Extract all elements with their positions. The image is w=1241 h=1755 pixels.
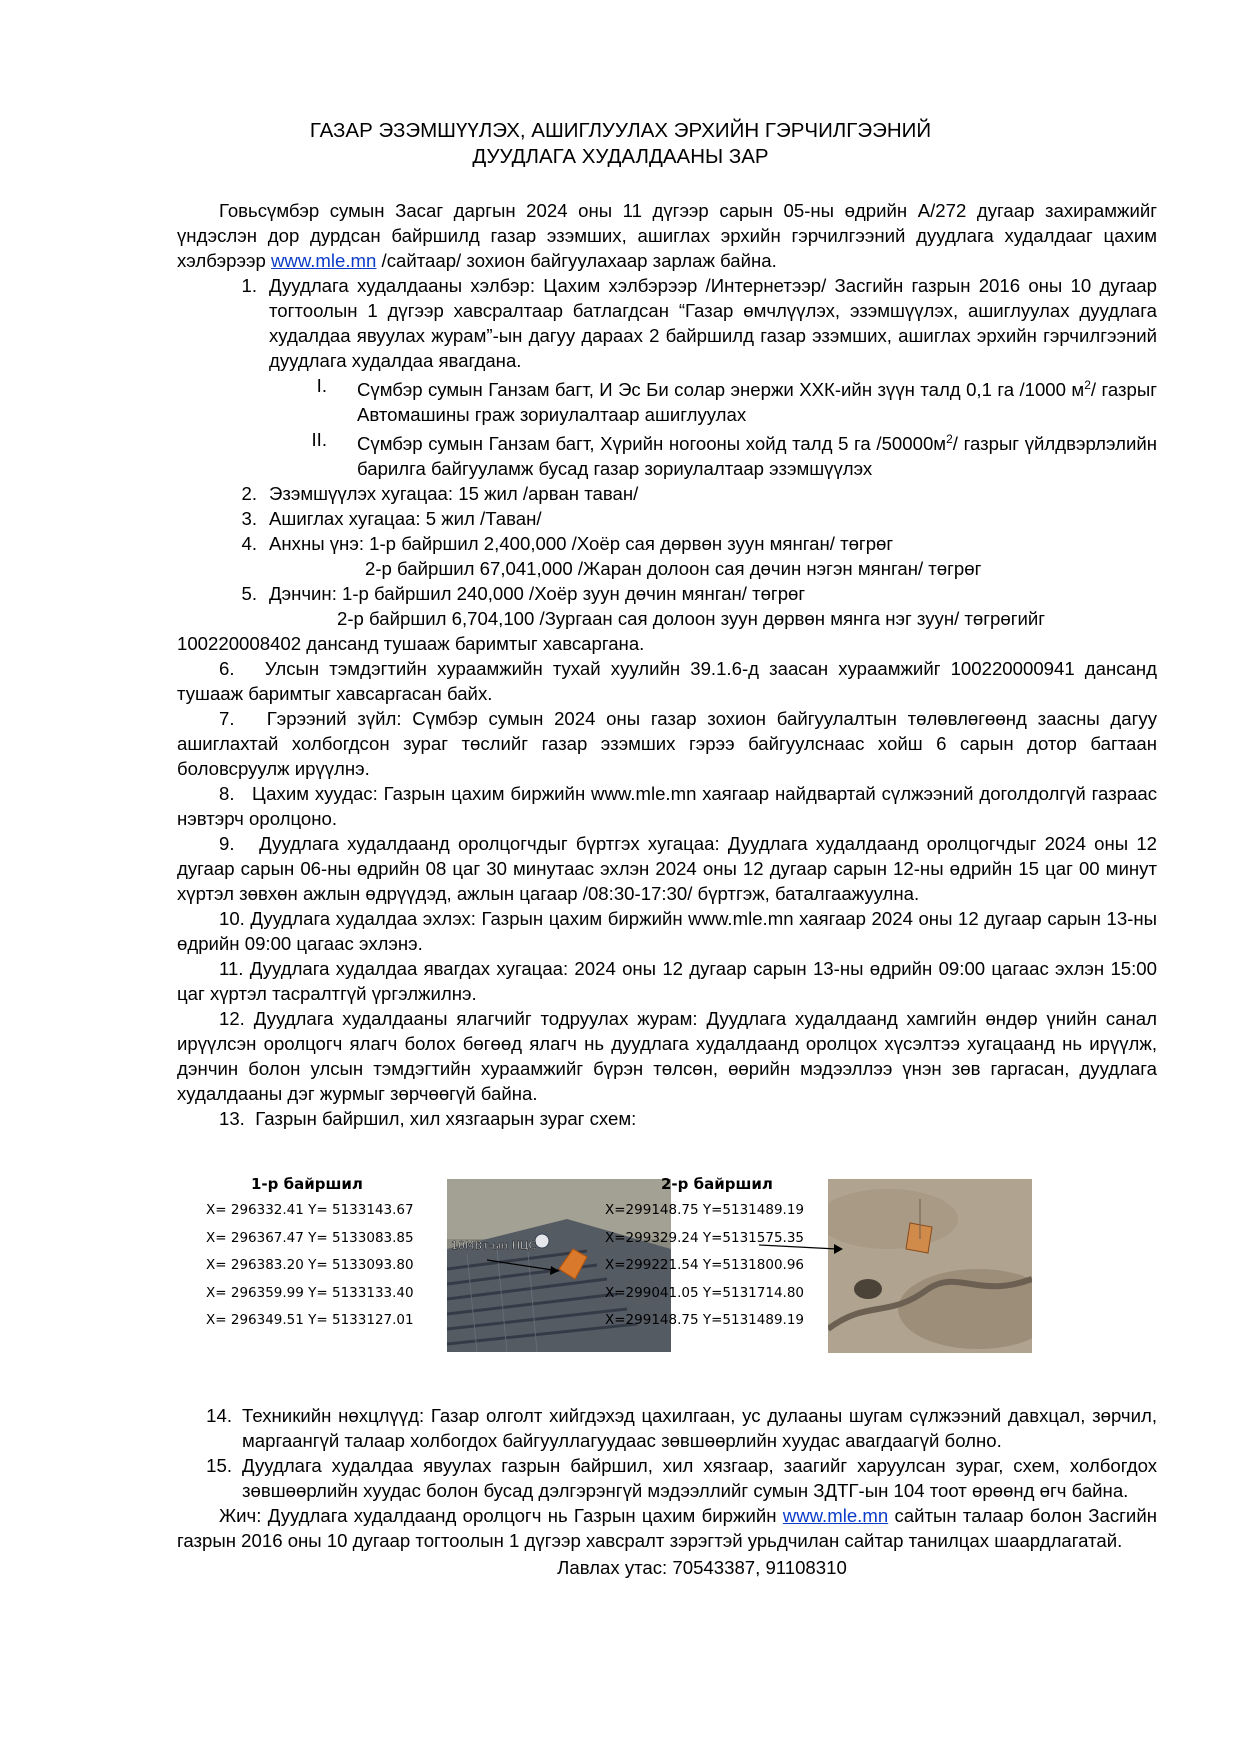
item-9: 9. Дуудлага худалдаанд оролцогчдыг бүртгэх хугацаа: Дуудлага худалдаанд оролцогчдыг 2024 оны 12 дугаар сарын 06-ны өдрийн 08 цаг 30 минутаас эхлэн 2024 оны 12 дугаар сарын 12-ны өдрийн 15 цаг 00 минут хүртэл зөвхөн ажлын өдрүүдэд, ажлын цагаар /08:30-17:30/ бүртгэж, баталгаажуулна. <box>177 833 1157 905</box>
location-1-heading: 1-р байршил <box>251 1175 363 1194</box>
item-14: 14. Техникийн нөхцлүүд: Газар олголт хийгдэхэд цахилгаан, ус дулааны шугам сүлжээний давхцал, зөрчил, маргаангүй талаар холбогдох байгууллагуудаас зөвшөөрлийн хуудас авагдаагүй болно. <box>206 1405 1157 1452</box>
coord-row: X= 296367.47 Y= 5133083.85 <box>206 1229 414 1246</box>
location-schema <box>177 1139 1157 1397</box>
item-8: 8. Цахим хуудас: Газрын цахим биржийн www.mle.mn хаягаар найдвартай сүлжээний доголдолгүй газраас нэвтэрч оролцоно. <box>177 783 1157 830</box>
mle-link-note[interactable]: www.mle.mn <box>782 1505 889 1527</box>
title-line-1: ГАЗАР ЭЗЭМШҮҮЛЭХ, АШИГЛУУЛАХ ЭРХИЙН ГЭРЧИЛГЭЭНИЙ <box>309 119 932 142</box>
location-2-heading: 2-р байршил <box>661 1175 773 1194</box>
item-2: 2. Эзэмшүүлэх хугацаа: 15 жил /арван таван/ <box>241 483 639 505</box>
item-12: 12. Дуудлага худалдааны ялагчийг тодруулах журам: Дуудлага худалдаанд хамгийн өндөр үнийн санал ирүүлсэн оролцогч ялагч болох бөгөөд ялагч нь дуудлага худалдаанд оролцох хүсэлтээ хугацаанд нь ирүүлж, дэнчин болон улсын тэмдэгтийн хураамжийг бүрэн төлсөн, өөрийн мэдээллээ үнэн зөв гаргасан, дуудлага худалдааны дэг журмыг зөрчөөгүй байна. <box>177 1008 1157 1105</box>
location-2-desc: II. Сүмбэр сумын Ганзам багт, Хүрийн ногооны хойд талд 5 га $/50000м^2/$ газрыг үйлдвэрлэлийн барилга байгууламж бусад газар зориулалтаар эзэмшүүлэх <box>311 429 1157 480</box>
item-6: 6. Улсын тэмдэгтийн хураамжийн тухай хуулийн 39.1.6-д заасан хураамжийг 100220000941 дансанд тушааж баримтыг хавсаргасан байх. <box>177 658 1157 705</box>
coord-row: X= 296383.20 Y= 5133093.80 <box>206 1257 414 1274</box>
coord-row: X=299148.75 Y=5131489.19 <box>605 1312 805 1329</box>
location-2-arrow <box>757 1239 847 1259</box>
coord-row: X=299329.24 Y=5131575.35 <box>605 1229 805 1246</box>
item-5-cont2: 100220008402 дансанд тушааж баримтыг хавсаргана. <box>177 633 645 655</box>
item-13: 13. Газрын байршил, хил хязгаарын зураг схем: <box>219 1108 637 1130</box>
location-1-desc: I. Сүмбэр сумын Ганзам багт, И Эс Би солар энержи ХХК-ийн зүүн талд 0,1 га /1000 $м^2/$ газрыг Автомашины граж зориулалтаар ашиглуулах <box>316 375 1157 426</box>
document-body <box>177 198 1157 1580</box>
map-label: 10МВт-ын НЦС <box>451 1239 537 1253</box>
coord-row: X=299221.54 Y=5131800.96 <box>605 1257 805 1274</box>
item-1: 1. Дуудлага худалдааны хэлбэр: Цахим хэлбэрээр /Интернетээр/ Засгийн газрын 2016 оны 10 дугаар тогтоолын 1 дүгээр хавсралтаар батлагдсан “Газар өмчлүүлэх, эзэмшүүлэх, ашиглуулах дуудлага худалдаа явуулах журам”-ын дагуу дараах 2 байршилд газар эзэмших, ашиглах эрхийн гэрчилгээний дуудлага худалдаа явагдана. <box>241 275 1157 371</box>
item-5-cont: 2-р байршил 6,704,100 /Зургаан сая долоон зуун дөрвөн мянга нэг зуун/ төгрөгийг <box>337 608 1046 630</box>
item-3: 3. Ашиглах хугацаа: 5 жил /Таван/ <box>241 508 542 530</box>
title-line-2: ДУУДЛАГА ХУДАЛДААНЫ ЗАР <box>472 145 769 168</box>
item-10: 10. Дуудлага худалдаа эхлэх: Газрын цахим биржийн www.mle.mn хаягаар 2024 оны 12 дугаар сарын 13-ны өдрийн 09:00 цагаас эхлэнэ. <box>177 908 1157 955</box>
item-4: 4. Анхны үнэ: 1-р байршил 2,400,000 /Хоёр сая дөрвөн зуун мянган/ төгрөг <box>241 533 894 555</box>
location-2-map-image <box>828 1179 1032 1353</box>
contact-phone: Лавлах утас: 70543387, 91108310 <box>557 1557 847 1579</box>
coord-row: X= 296349.51 Y= 5133127.01 <box>206 1312 414 1329</box>
mle-link[interactable]: www.mle.mn <box>270 250 377 271</box>
item-15: 15. Дуудлага худалдаа явуулах газрын байршил, хил хязгаар, заагийг харуулсан зураг, схем, холбогдох зөвшөөрлийн хуудас болон бусад дэлгэрэнгүй мэдээллийг сумын ЗДТГ-ын 104 тоот өрөөнд өгч байна. <box>206 1455 1157 1502</box>
item-11: 11. Дуудлага худалдаа явагдах хугацаа: 2024 оны 12 дугаар сарын 13-ны өдрийн 09:00 цагаас эхлэн 15:00 цаг хүртэл тасралтгүй үргэлжилнэ. <box>177 958 1157 1005</box>
item-5: 5. Дэнчин: 1-р байршил 240,000 /Хоёр зуун дөчин мянган/ төгрөг <box>241 583 806 605</box>
location-1-coords <box>206 1197 414 1335</box>
location-2-coords <box>605 1197 804 1335</box>
note-paragraph: Жич: Дуудлага худалдаанд оролцогч нь Газрын цахим биржийн www.mle.mn сайтын талаар болон Засгийн газрын 2016 оны 10 дугаар тогтоолын 1 дүгээр хавсралт зэрэгтэй урьдчилан сайтар танилцах шаардлагатай. <box>177 1505 1157 1552</box>
coord-row: X=299041.05 Y=5131714.80 <box>605 1284 805 1301</box>
coord-row: X=299148.75 Y=5131489.19 <box>605 1202 805 1219</box>
satellite-map-2 <box>828 1179 1032 1353</box>
item-4-cont: 2-р байршил 67,041,000 /Жаран долоон сая дөчин нэгэн мянган/ төгрөг <box>365 558 982 580</box>
coord-row: X= 296332.41 Y= 5133143.67 <box>206 1202 414 1219</box>
coord-row: X= 296359.99 Y= 5133133.40 <box>206 1284 414 1301</box>
intro-paragraph: Говьсүмбэр сумын Засаг даргын 2024 оны 11 дүгээр сарын 05-ны өдрийн А/272 дугаар захирамжийг үндэслэн дор дурдсан байршилд газар эзэмших, ашиглах эрхийн гэрчилгээний дуудлага худалдааг цахим хэлбэрээр www.mle.mn /сайтаар/ зохион байгуулахаар зарлаж байна. <box>177 200 1157 271</box>
item-7: 7. Гэрээний зүйл: Сүмбэр сумын 2024 оны газар зохион байгуулалтын төлөвлөгөөнд заасны дагуу ашиглахтай холбогдсон зураг төслийг газар эзэмших гэрээ байгуулснаас хойш 6 сарын дотор багтаан боловсруулж ирүүлнэ. <box>177 708 1158 780</box>
